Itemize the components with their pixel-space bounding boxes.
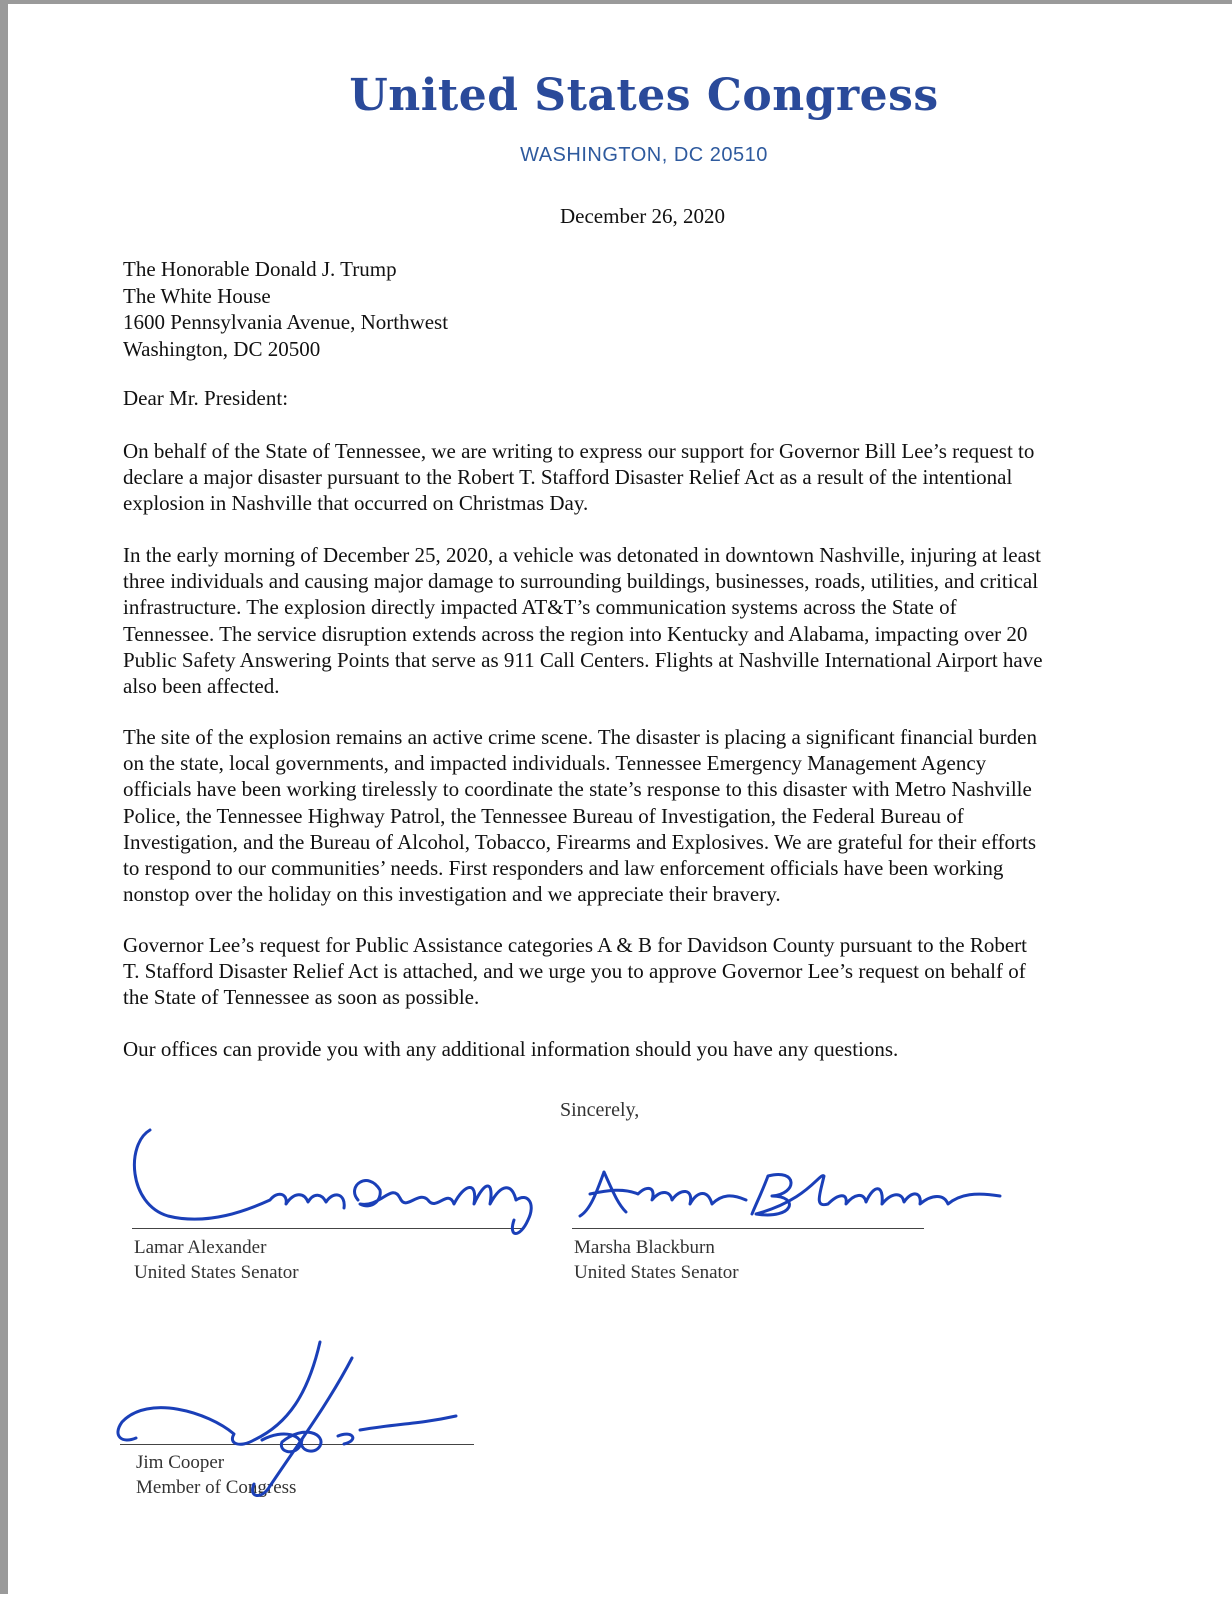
recipient-line: The White House — [123, 283, 271, 308]
signatory-title: United States Senator — [134, 1262, 299, 1283]
body-paragraph — [123, 724, 1133, 907]
body-paragraph — [123, 1036, 1133, 1062]
paragraph-line: explosion in Nashville that occurred on Christmas Day. — [123, 491, 589, 516]
paragraph-line: Investigation, and the Bureau of Alcohol, Tobacco, Firearms and Explosives. We are grateful for their efforts — [123, 829, 1036, 854]
signatory-blackburn — [574, 1235, 739, 1285]
recipient-line: 1600 Pennsylvania Avenue, Northwest — [123, 310, 449, 334]
signatory-title: Member of Congress — [136, 1477, 297, 1498]
body-paragraph — [123, 932, 1133, 1011]
body-paragraph — [123, 438, 1133, 517]
paragraph-line: Public Safety Answering Points that serve as 911 Call Centers. Flights at Nashville International Airport have — [123, 647, 1043, 672]
paragraph-line: T. Stafford Disaster Relief Act is attached, and we urge you to approve Governor Lee’s request on behalf of — [123, 959, 1026, 984]
letterhead-address: WASHINGTON, DC 20510 — [520, 144, 768, 166]
paragraph-line: officials have been working tirelessly to coordinate the state’s response to this disaster with Metro Nashville — [123, 777, 1032, 802]
paragraph-line: On behalf of the State of Tennessee, we are writing to express our support for Governor Bill Lee’s request to — [123, 439, 1035, 463]
signatory-name: Lamar Alexander — [134, 1237, 267, 1258]
paragraph-line: Our offices can provide you with any additional information should you have any questions. — [123, 1037, 899, 1061]
signatory-name: Marsha Blackburn — [574, 1237, 715, 1258]
paragraph-line: nonstop over the holiday on this investigation and we appreciate their bravery. — [123, 882, 781, 907]
paragraph-line: The site of the explosion remains an active crime scene. The disaster is placing a significant financial burden — [123, 725, 1037, 749]
recipient-address — [123, 256, 448, 362]
paragraph-line: three individuals and causing major damage to surrounding buildings, businesses, roads, utilities, and critical — [123, 569, 1039, 594]
paragraph-line: declare a major disaster pursuant to the Robert T. Stafford Disaster Relief Act as a result of the intentional — [123, 465, 1013, 490]
signature-line — [132, 1228, 522, 1229]
paragraph-line: Tennessee. The service disruption extends across the region into Kentucky and Alabama, impacting over 20 — [123, 621, 1028, 646]
closing: Sincerely, — [560, 1099, 640, 1121]
paragraph-line: Governor Lee’s request for Public Assistance categories A & B for Davidson County pursuant to the Robert — [123, 933, 1027, 957]
recipient-line: Washington, DC 20500 — [123, 336, 321, 361]
paragraph-line: the State of Tennessee as soon as possible. — [123, 985, 480, 1010]
recipient-line: The Honorable Donald J. Trump — [123, 257, 397, 281]
signature-line — [120, 1444, 474, 1445]
signatory-title: United States Senator — [574, 1262, 739, 1283]
signatory-alexander — [134, 1235, 299, 1285]
paragraph-line: also been affected. — [123, 674, 280, 699]
signatory-cooper — [136, 1450, 296, 1500]
body-paragraph — [123, 542, 1133, 699]
paragraph-line: In the early morning of December 25, 2020, a vehicle was detonated in downtown Nashville, injuring at least — [123, 543, 1041, 567]
paragraph-line: to respond to our communities’ needs. First responders and law enforcement officials have been working — [123, 856, 1004, 881]
salutation: Dear Mr. President: — [123, 386, 289, 410]
signatory-name: Jim Cooper — [136, 1452, 225, 1473]
paragraph-line: Police, the Tennessee Highway Patrol, the Tennessee Bureau of Investigation, the Federal Bureau of — [123, 803, 964, 828]
paragraph-line: infrastructure. The explosion directly impacted AT&T’s communication systems across the State of — [123, 595, 957, 620]
signature-blackburn — [580, 1172, 1000, 1216]
letterhead-title: United States Congress — [349, 70, 939, 121]
letter-date: December 26, 2020 — [560, 204, 726, 228]
signature-alexander — [134, 1130, 531, 1234]
paragraph-line: on the state, local governments, and impacted individuals. Tennessee Emergency Management Agency — [123, 751, 987, 776]
signature-line — [572, 1228, 924, 1229]
